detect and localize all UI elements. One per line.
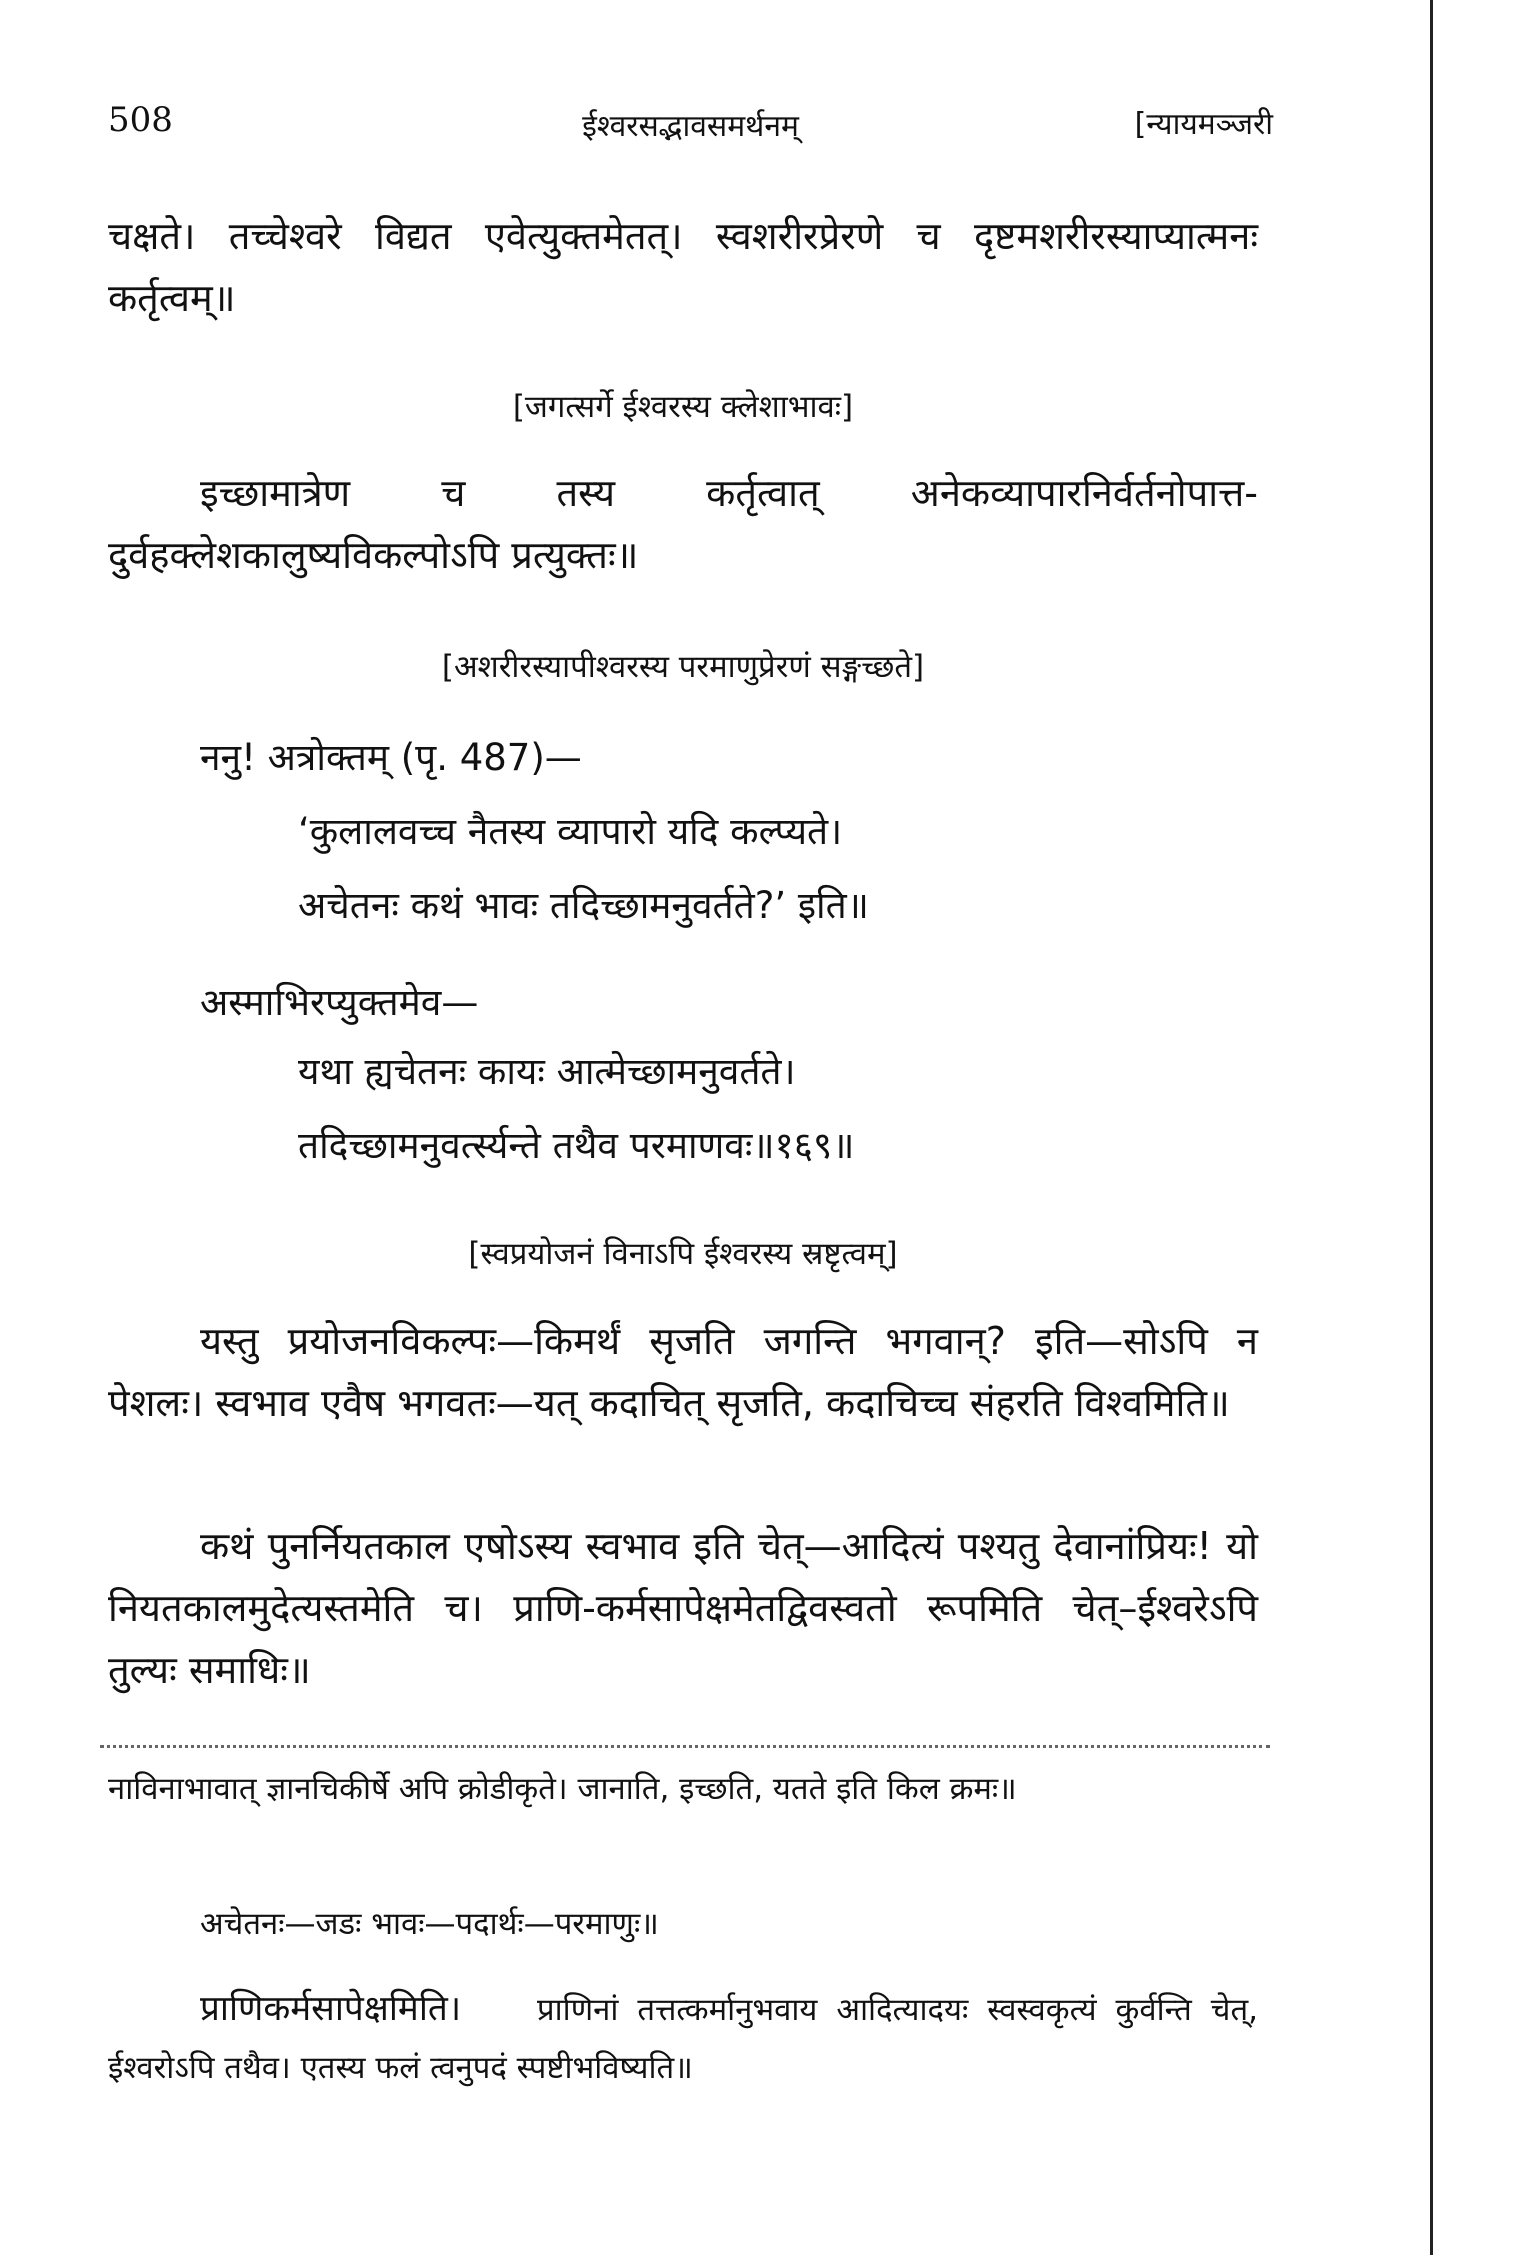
footnote-3 (108, 1980, 1258, 2097)
footnote-1 (108, 1760, 1258, 1818)
paragraph-3 (108, 1310, 1258, 1434)
footnote-3-body: प्राणिनां तत्तत्कर्मानुभवाय आदित्यादयः स्वस्वकृत्यं कुर्वन्ति चेत्, ईश्वरोऽपि तथैव। एतस्य फलं त्वनुपदं स्पष्टीभविष्यति॥ (108, 1992, 1259, 2086)
book-title: [न्यायमञ्जरी (1134, 107, 1273, 142)
lead-line-1: ननु! अत्रोक्तम् (पृ. 487)— (200, 736, 582, 779)
running-title: ईश्वरसद्भावसमर्थनम् (582, 109, 799, 144)
footnote-separator (100, 1745, 1270, 1748)
paragraph-2-text: इच्छामात्रेण च तस्य कर्तृत्वात् अनेकव्यापारनिर्वर्तनोपात्त-दुर्वहक्लेशकालुष्यविकल्पोऽपि प्रत्युक्तः॥ (108, 471, 1258, 577)
verse-2-line-2: तदिच्छामनुवर्त्स्यन्ते तथैव परमाणवः॥१६९॥ (298, 1124, 855, 1167)
verse-2-line-1: यथा ह्यचेतनः कायः आत्मेच्छामनुवर्तते। (298, 1050, 796, 1093)
page-edge-line (1430, 0, 1433, 2255)
footnote-1-text: नाविनाभावात् ज्ञानचिकीर्षे अपि क्रोडीकृते। जानाति, इच्छति, यतते इति किल क्रमः॥ (108, 1771, 1017, 1807)
verse-1-line-2: अचेतनः कथं भावः तदिच्छामनुवर्तते?’ इति॥ (298, 884, 869, 927)
lead-line-2: अस्माभिरप्युक्तमेव— (200, 981, 479, 1024)
paragraph-4-text: कथं पुनर्नियतकाल एषोऽस्य स्वभाव इति चेत्—आदित्यं पश्यतु देवानांप्रियः! यो नियतकालमुदेत्यस्तमेति च। प्राणि-कर्मसापेक्षमेतद्विवस्वतो रूपमिति चेत्–ईश्वरेऽपि तुल्यः समाधिः॥ (108, 1524, 1258, 1692)
verse-1-line-1: ‘कुलालवच्च नैतस्य व्यापारो यदि कल्प्यते। (298, 810, 843, 853)
page-header (108, 100, 1273, 150)
section-heading-1: [जगत्सर्गे ईश्वरस्य क्लेशाभावः] (512, 389, 854, 425)
section-heading-3: [स्वप्रयोजनं विनाऽपि ईश्वरस्य स्रष्टृत्वम्] (468, 1236, 898, 1272)
verse-1 (298, 795, 869, 943)
footnote-2 (108, 1895, 1258, 1953)
paragraph-1 (108, 205, 1258, 329)
footnote-3-lead: प्राणिकर्मसापेक्षमिति। (200, 1989, 462, 2029)
paragraph-3-text: यस्तु प्रयोजनविकल्पः—किमर्थं सृजति जगन्ति भगवान्? इति—सोऽपि न पेशलः। स्वभाव एवैष भगवतः—यत् कदाचित् सृजति, कदाचिच्च संहरति विश्वमिति॥ (108, 1319, 1258, 1425)
paragraph-2 (108, 462, 1258, 586)
footnote-2-text: अचेतनः—जडः भावः—पदार्थः—परमाणुः॥ (200, 1906, 659, 1942)
section-heading-2: [अशरीरस्यापीश्वरस्य परमाणुप्रेरणं सङ्गच्छते] (441, 649, 925, 685)
page-number: 508 (108, 100, 173, 140)
paragraph-1-text: चक्षते। तच्चेश्वरे विद्यत एवेत्युक्तमेतत्। स्वशरीरप्रेरणे च दृष्टमशरीरस्याप्यात्मनः कर्तृत्वम्॥ (108, 214, 1258, 320)
footnote-3-text (108, 1980, 1258, 2097)
paragraph-4 (108, 1515, 1258, 1701)
verse-2 (298, 1035, 854, 1183)
